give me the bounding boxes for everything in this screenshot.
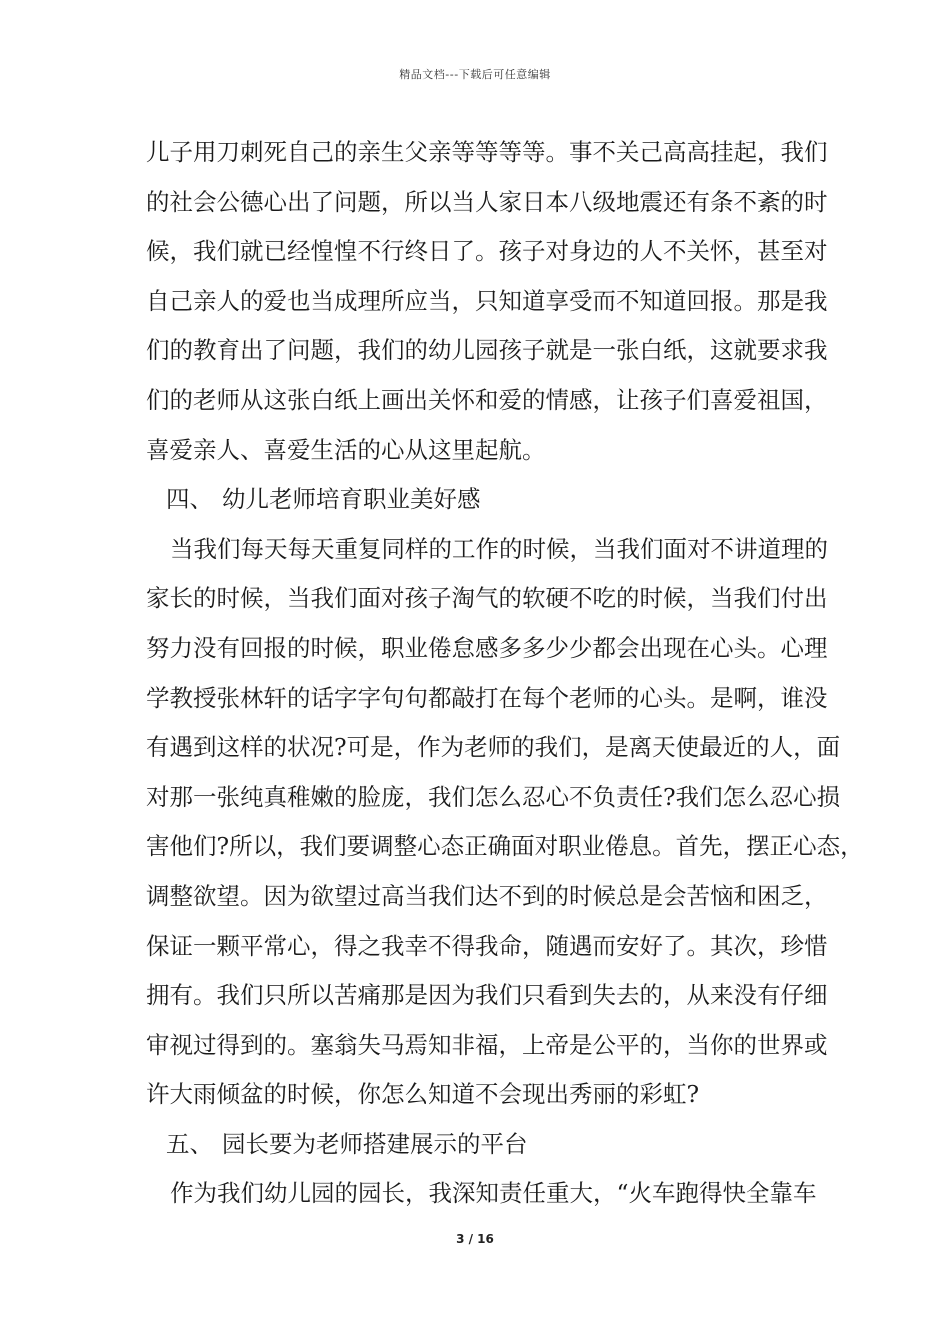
paragraph-line: 对那一张纯真稚嫩的脸庞，我们怎么忍心不负责任?我们怎么忍心损 xyxy=(146,782,841,811)
paragraph-line: 保证一颗平常心，得之我幸不得我命，随遇而安好了。其次，珍惜 xyxy=(146,931,828,960)
paragraph-line: 作为我们幼儿园的园长，我深知责任重大，“火车跑得快全靠车 xyxy=(170,1179,817,1208)
paragraph-line: 害他们?所以，我们要调整心态正确面对职业倦息。首先，摆正心态， xyxy=(146,832,864,861)
paragraph-line: 当我们每天每天重复同样的工作的时候，当我们面对不讲道理的 xyxy=(170,534,828,563)
section-heading-4 xyxy=(146,475,822,525)
paragraph-3 xyxy=(146,1169,822,1219)
paragraph-line: 审视过得到的。塞翁失马焉知非福，上帝是公平的，当你的世界或 xyxy=(146,1030,828,1059)
section-number: 四、 xyxy=(166,485,213,514)
page-header: 精品文档---下载后可任意编辑 xyxy=(399,68,551,81)
paragraph-1 xyxy=(146,128,828,475)
paragraph-line: 候，我们就已经惶惶不行终日了。孩子对身边的人不关怀，甚至对 xyxy=(146,237,828,266)
paragraph-line: 自己亲人的爱也当成理所应当，只知道享受而不知道回报。那是我 xyxy=(146,286,828,315)
section-title: 园长要为老师搭建展示的平台 xyxy=(222,1129,528,1158)
paragraph-line: 家长的时候，当我们面对孩子淘气的软硬不吃的时候，当我们付出 xyxy=(146,584,828,613)
section-title: 幼儿老师培育职业美好感 xyxy=(222,485,481,514)
paragraph-line: 们的老师从这张白纸上画出关怀和爱的情感，让孩子们喜爱祖国， xyxy=(146,385,828,414)
paragraph-line: 拥有。我们只所以苦痛那是因为我们只看到失去的，从来没有仔细 xyxy=(146,981,828,1010)
paragraph-line: 努力没有回报的时候，职业倦怠感多多少少都会出现在心头。心理 xyxy=(146,633,828,662)
section-number: 五、 xyxy=(166,1129,213,1158)
section-heading-5 xyxy=(146,1120,822,1170)
paragraph-line: 学教授张林轩的话字字句句都敲打在每个老师的心头。是啊，谁没 xyxy=(146,683,828,712)
paragraph-line: 的社会公德心出了问题，所以当人家日本八级地震还有条不紊的时 xyxy=(146,187,828,216)
paragraph-line: 喜爱亲人、喜爱生活的心从这里起航。 xyxy=(146,435,546,464)
paragraph-line: 儿子用刀刺死自己的亲生父亲等等等等。事不关己高高挂起，我们 xyxy=(146,138,828,166)
paragraph-line: 许大雨倾盆的时候，你怎么知道不会现出秀丽的彩虹? xyxy=(146,1080,700,1109)
page-number: 3 / 16 xyxy=(456,1232,494,1246)
document-body xyxy=(146,128,864,1219)
paragraph-line: 有遇到这样的状况?可是，作为老师的我们，是离天使最近的人，面 xyxy=(146,733,841,762)
paragraph-line: 们的教育出了问题，我们的幼儿园孩子就是一张白纸，这就要求我 xyxy=(146,336,828,365)
paragraph-line: 调整欲望。因为欲望过高当我们达不到的时候总是会苦恼和困乏， xyxy=(146,881,828,910)
paragraph-2 xyxy=(146,525,864,1120)
